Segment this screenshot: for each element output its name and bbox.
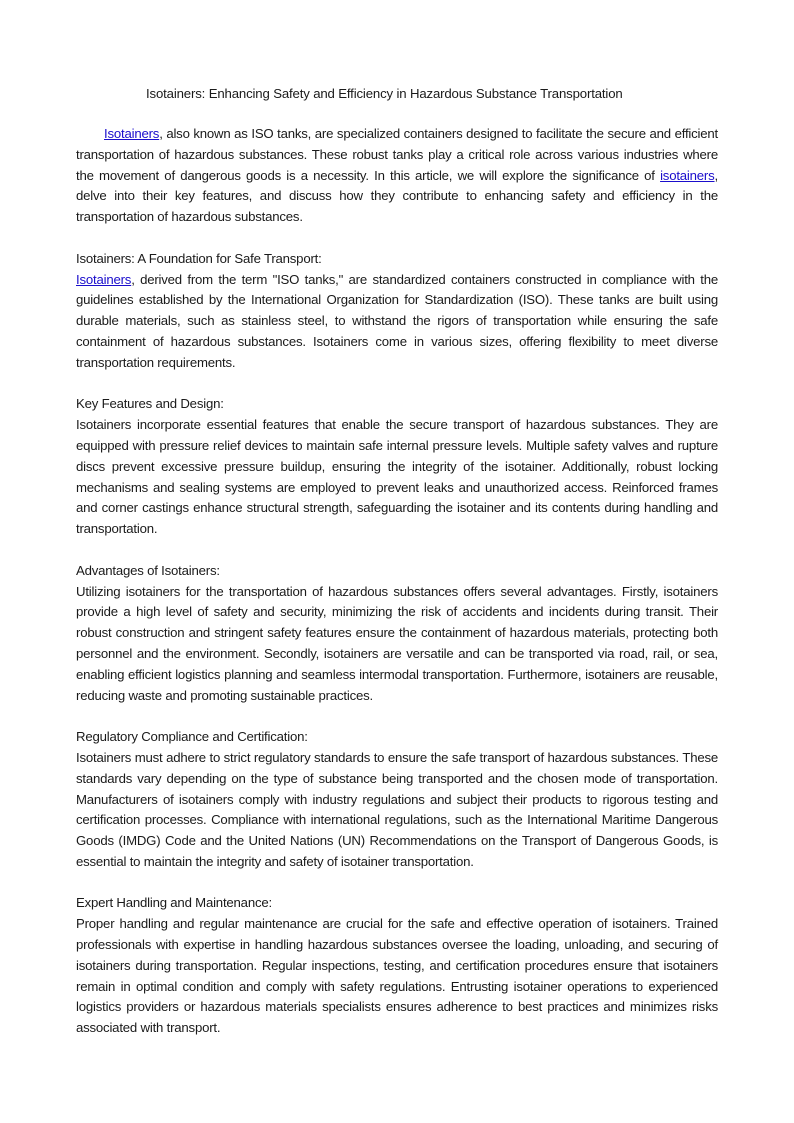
isotainers-link-2[interactable]: isotainers: [660, 167, 715, 183]
section-heading-compliance: Regulatory Compliance and Certification:: [76, 729, 308, 745]
intro-paragraph: Isotainers, also known as ISO tanks, are specialized containers designed to facilitate the secure and efficient transportation of hazardous substances. These robust tanks play a critical role across various industries where the movement of dangerous goods is a necessity. In this article, we will explore the significance of isotainers, delve into their key features, and discuss how they contribute to enhancing safety and efficiency in the transportation of hazardous substances.: [76, 126, 718, 225]
section-heading-foundation: Isotainers: A Foundation for Safe Transport:: [76, 250, 322, 266]
isotainers-link-3[interactable]: Isotainers: [76, 271, 132, 287]
section-body-advantages: Utilizing isotainers for the transportation of hazardous substances offers several advantages. Firstly, isotainers provide a high level of safety and security, minimizing the risk of accidents and incidents during transit. Their robust construction and stringent safety features ensure the containment of hazardous materials, protecting both personnel and the environment. Secondly, isotainers are versatile and can be transported via road, rail, or sea, enabling efficient logistics planning and seamless intermodal transportation. Furthermore, isotainers are reusable, reducing waste and promoting sustainable practices.: [76, 583, 718, 703]
document-page: [76, 84, 718, 1039]
section-body-foundation: Isotainers, derived from the term "ISO tanks," are standardized containers constructed in compliance with the guidelines established by the International Organization for Standardization (ISO). These tanks are built using durable materials, such as stainless steel, to withstand the rigors of transportation while ensuring the safe containment of hazardous substances. Isotainers come in various sizes, offering flexibility to meet diverse transportation requirements.: [76, 271, 718, 370]
section-body-compliance: Isotainers must adhere to strict regulatory standards to ensure the safe transport of hazardous substances. These standards vary depending on the type of substance being transported and the chosen mode of transportation. Manufacturers of isotainers comply with industry regulations and subject their products to rigorous testing and certification processes. Compliance with international regulations, such as the International Maritime Dangerous Goods (IMDG) Code and the United Nations (UN) Recommendations on the Transport of Dangerous Goods, is essential to maintain the integrity and safety of isotainer transportation.: [76, 749, 718, 869]
document-title: Isotainers: Enhancing Safety and Efficiency in Hazardous Substance Transportation: [146, 86, 623, 101]
section-body-features: Isotainers incorporate essential features that enable the secure transport of hazardous substances. They are equipped with pressure relief devices to maintain safe internal pressure levels. Multiple safety valves and rupture discs prevent excessive pressure buildup, ensuring the integrity of the isotainer. Additionally, robust locking mechanisms and sealing systems are employed to prevent leaks and unauthorized access. Reinforced frames and corner castings enhance structural strength, safeguarding the isotainer and its contents during handling and transportation.: [76, 417, 718, 537]
section-heading-advantages: Advantages of Isotainers:: [76, 562, 220, 578]
section-heading-maintenance: Expert Handling and Maintenance:: [76, 895, 272, 911]
isotainers-link[interactable]: Isotainers: [104, 126, 160, 141]
section-body-maintenance: Proper handling and regular maintenance are crucial for the safe and effective operation of isotainers. Trained professionals with expertise in handling hazardous substances oversee the loading, unloading, and securing of isotainers during transportation. Regular inspections, testing, and certification procedures ensure that isotainers remain in optimal condition and comply with safety regulations. Entrusting isotainer operations to experienced logistics providers or hazardous materials specialists ensures adherence to best practices and minimizes risks associated with transport.: [76, 916, 718, 1036]
section-heading-features: Key Features and Design:: [76, 396, 224, 412]
